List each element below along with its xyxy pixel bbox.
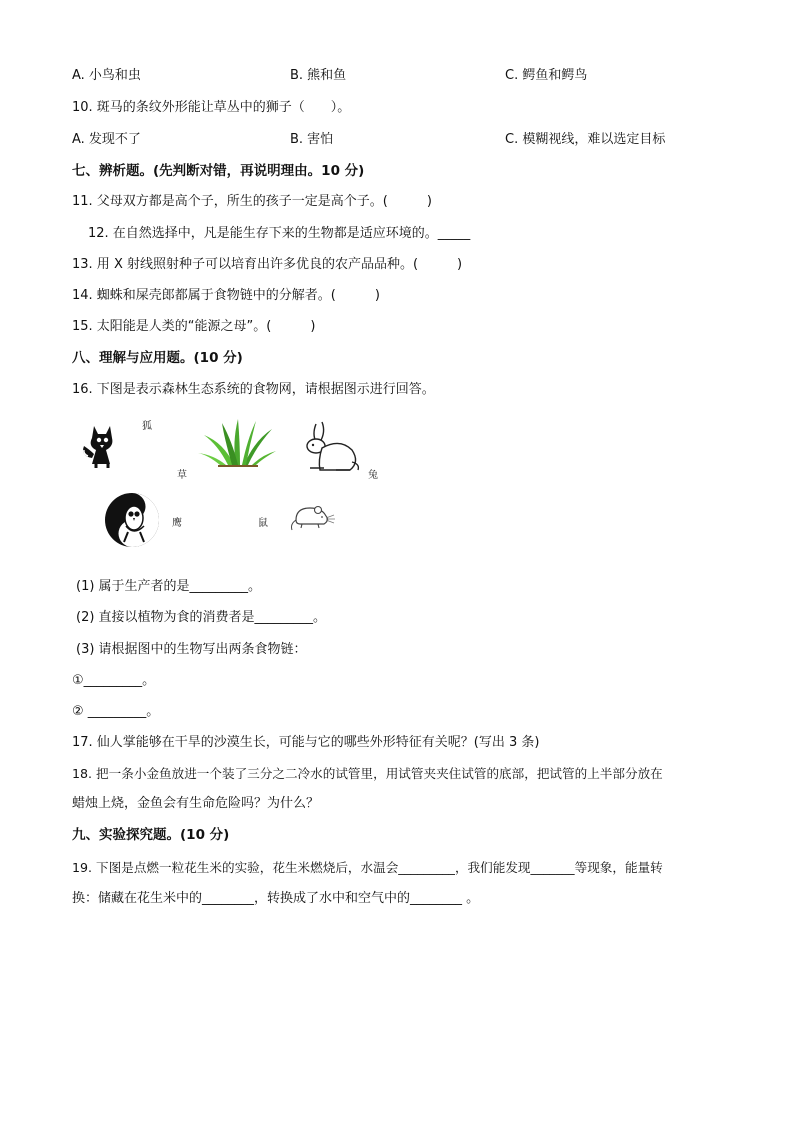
label-eagle: 鹰 xyxy=(172,518,182,529)
q16-chain1: ①_________。 xyxy=(72,673,156,688)
section7-title: 七、辨析题。(先判断对错，再说明理由。10 分) xyxy=(72,163,365,179)
q19-line1: 19. 下图是点燃一粒花生米的实验，花生米燃烧后，水温会_________，我们能发现_______等现象，能量转 xyxy=(72,860,663,875)
q9-option-b: B. 熊和鱼 xyxy=(290,68,347,83)
q10-option-c: C. 模糊视线，难以选定目标 xyxy=(505,132,666,147)
q13-text: 13. 用 X 射线照射种子可以培育出许多优良的农产品品种。( ) xyxy=(72,257,463,272)
q18-line2: 蜡烛上烧，金鱼会有生命危险吗？为什么？ xyxy=(72,796,320,811)
section9-title: 九、实验探究题。(10 分) xyxy=(72,827,230,843)
q9-option-a: A. 小鸟和虫 xyxy=(72,68,141,83)
q16-text: 16. 下图是表示森林生态系统的食物网，请根据图示进行回答。 xyxy=(72,382,435,397)
label-fox: 狐 xyxy=(142,421,152,432)
q19-line2: 换：储藏在花生米中的________，转换成了水中和空气中的________ 。 xyxy=(72,891,480,906)
q16-chain2: ② _________。 xyxy=(72,704,160,719)
q15-text: 15. 太阳能是人类的“能源之母”。( ) xyxy=(72,319,316,334)
q17-text: 17. 仙人掌能够在干旱的沙漠生长，可能与它的哪些外形特征有关呢？(写出 3 条) xyxy=(72,735,540,750)
rabbit-icon xyxy=(300,420,362,476)
q11-text: 11. 父母双方都是高个子，所生的孩子一定是高个子。( ) xyxy=(72,194,432,209)
q18-line1: 18. 把一条小金鱼放进一个装了三分之二冷水的试管里，用试管夹夹住试管的底部，把试管的上半部分放在 xyxy=(72,766,663,781)
label-rabbit: 兔 xyxy=(368,470,378,481)
fox-icon xyxy=(80,420,126,470)
section8-title: 八、理解与应用题。(10 分) xyxy=(72,350,243,366)
q10-text: 10. 斑马的条纹外形能让草丛中的狮子（ ）。 xyxy=(72,100,351,115)
mouse-icon xyxy=(288,498,338,532)
q10-option-a: A. 发现不了 xyxy=(72,132,141,147)
label-mouse: 鼠 xyxy=(258,518,268,529)
q16-sub2: (2) 直接以植物为食的消费者是_________。 xyxy=(76,610,327,625)
q14-text: 14. 蜘蛛和屎壳郎都属于食物链中的分解者。( ) xyxy=(72,288,380,303)
q9-option-c: C. 鳄鱼和鳄鸟 xyxy=(505,68,588,83)
q10-option-b: B. 害怕 xyxy=(290,132,334,147)
q12-text: 12. 在自然选择中，凡是能生存下来的生物都是适应环境的。_____ xyxy=(88,226,471,241)
q16-sub3: (3) 请根据图中的生物写出两条食物链： xyxy=(76,642,307,657)
grass-icon xyxy=(198,417,276,467)
q16-sub1: (1) 属于生产者的是_________。 xyxy=(76,579,262,594)
label-grass: 草 xyxy=(177,470,187,481)
eagle-icon xyxy=(104,492,160,548)
